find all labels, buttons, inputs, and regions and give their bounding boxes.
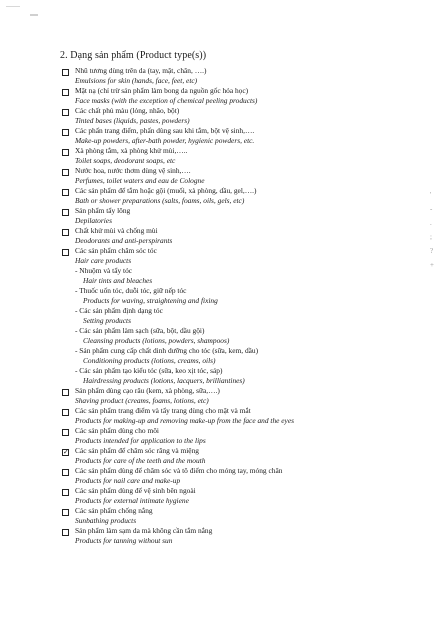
checklist-item xyxy=(62,186,422,206)
checkbox[interactable] xyxy=(62,189,69,196)
checkbox[interactable] xyxy=(62,249,69,256)
checklist-item xyxy=(62,66,422,86)
item-label-en: Sunbathing products xyxy=(75,516,137,525)
sub-item-label-en: Hairdressing products (lotions, lacquers, brilliantines) xyxy=(83,376,245,385)
checklist-item xyxy=(62,206,422,226)
item-label-en: Products for care of the teeth and the mouth xyxy=(75,456,206,465)
checklist-item xyxy=(62,426,422,446)
item-label-vi: Các sản phẩm chăm sóc tóc xyxy=(75,246,157,255)
item-label-en: Products for external intimate hygiene xyxy=(75,496,189,505)
item-label-en: Products for nail care and make-up xyxy=(75,476,181,485)
checklist-item xyxy=(62,166,422,186)
checklist-item xyxy=(62,146,422,166)
sub-item-label-vi: - Các sản phẩm làm sạch (sữa, bột, dầu gội) xyxy=(75,326,205,335)
product-type-list xyxy=(62,66,422,546)
scan-artifact xyxy=(6,6,20,13)
item-label-en: Toilet soaps, deodorant soaps, etc xyxy=(75,156,176,165)
checkbox[interactable] xyxy=(62,409,69,416)
sub-item-label-en: Setting products xyxy=(83,316,131,325)
item-label-en: Products for tanning without sun xyxy=(75,536,173,545)
margin-mark: + xyxy=(430,261,434,269)
checkbox[interactable] xyxy=(62,509,69,516)
item-label-vi: Chất khử mùi và chống mùi xyxy=(75,226,158,235)
margin-mark: . xyxy=(430,219,432,227)
margin-mark: ; xyxy=(430,233,432,241)
checkbox[interactable] xyxy=(62,489,69,496)
item-label-vi: Các sản phẩm chống nắng xyxy=(75,506,153,515)
checkbox[interactable] xyxy=(62,69,69,76)
item-label-vi: Sản phẩm dùng cạo râu (kem, xà phòng, sữa,….) xyxy=(75,386,220,395)
sub-item-label-en: Conditioning products (lotions, creams, oils) xyxy=(83,356,216,365)
checkbox[interactable] xyxy=(62,149,69,156)
checkbox[interactable] xyxy=(62,229,69,236)
checkbox[interactable] xyxy=(62,129,69,136)
checkbox[interactable] xyxy=(62,169,69,176)
checklist-item xyxy=(62,226,422,246)
item-label-en: Deodorants and anti-perspirants xyxy=(75,236,173,245)
sub-item-label-vi: - Các sản phẩm định dạng tóc xyxy=(75,306,163,315)
item-label-en: Perfumes, toilet waters and eau de Cologne xyxy=(75,176,205,185)
item-label-vi: Các sản phẩm trang điểm và tẩy trang dùng cho mặt và mắt xyxy=(75,406,251,415)
item-label-en: Depilatories xyxy=(75,216,112,225)
sub-item-label-vi: - Thuốc uốn tóc, duỗi tóc, giữ nếp tóc xyxy=(75,286,187,295)
item-label-vi: Các phấn trang điểm, phấn dùng sau khi tắm, bột vệ sinh,…. xyxy=(75,126,255,135)
section-title: 2. Dạng sản phẩm (Product type(s)) xyxy=(60,50,207,61)
checklist-item xyxy=(62,526,422,546)
checkbox[interactable] xyxy=(62,529,69,536)
item-label-vi: Các sản phẩm dùng cho môi xyxy=(75,426,159,435)
item-label-en: Tinted bases (liquids, pastes, powders) xyxy=(75,116,190,125)
checkbox[interactable] xyxy=(62,209,69,216)
item-label-vi: Mặt nạ (chỉ trừ sản phẩm làm bong da nguồn gốc hóa học) xyxy=(75,86,249,95)
checked-checkbox[interactable] xyxy=(62,449,69,456)
checklist-item xyxy=(62,126,422,146)
margin-mark: - xyxy=(430,205,433,213)
item-label-vi: Sản phẩm làm sạm da mà không cần tắm nắng xyxy=(75,526,213,535)
checklist-item xyxy=(62,86,422,106)
item-label-vi: Các sản phẩm dùng để chăm sóc và tô điểm cho móng tay, móng chân xyxy=(75,466,283,475)
checkbox[interactable] xyxy=(62,89,69,96)
item-label-vi: Xà phòng tắm, xà phòng khử mùi,….. xyxy=(75,146,188,155)
sub-item-label-vi: - Các sản phẩm tạo kiểu tóc (sữa, keo xịt tóc, sáp) xyxy=(75,366,223,375)
sub-item-label-vi: - Nhuộm và tẩy tóc xyxy=(75,266,133,275)
item-label-vi: Sản phẩm tẩy lông xyxy=(75,206,131,215)
item-label-en: Bath or shower preparations (salts, foams, oils, gels, etc) xyxy=(75,196,245,205)
sub-item-label-vi: - Sản phẩm cung cấp chất dinh dưỡng cho tóc (sữa, kem, dầu) xyxy=(75,346,259,355)
checklist-item xyxy=(62,106,422,126)
item-label-en: Face masks (with the exception of chemical peeling products) xyxy=(75,96,258,105)
item-label-vi: Các sản phẩm để chăm sóc răng và miệng xyxy=(75,446,199,455)
item-label-en: Products for making-up and removing make-up from the face and the eyes xyxy=(75,416,294,425)
item-label-en: Shaving product (creams, foams, lotions, etc) xyxy=(75,396,209,405)
sub-item-label-en: Hair tints and bleaches xyxy=(83,276,153,285)
checklist-item xyxy=(62,486,422,506)
margin-mark: ' xyxy=(430,191,432,199)
sub-item-label-en: Cleansing products (lotions, powders, shampoos) xyxy=(83,336,230,345)
sub-item-label-en: Products for waving, straightening and fixing xyxy=(83,296,218,305)
checklist-item xyxy=(62,246,422,386)
checklist-item xyxy=(62,386,422,406)
item-label-en: Hair care products xyxy=(75,256,132,265)
checkbox[interactable] xyxy=(62,389,69,396)
item-label-vi: Các sản phẩm để tắm hoặc gội (muối, xà phòng, dầu, gel,….) xyxy=(75,186,257,195)
item-label-vi: Nhũ tương dùng trên da (tay, mặt, chân, ….) xyxy=(75,66,207,75)
item-label-en: Emulsions for skin (hands, face, feet, etc) xyxy=(75,76,198,85)
checkbox[interactable] xyxy=(62,429,69,436)
item-label-vi: Các sản phẩm dùng để vệ sinh bên ngoài xyxy=(75,486,196,495)
checklist-item xyxy=(62,466,422,486)
item-label-en: Products intended for application to the lips xyxy=(75,436,206,445)
checkbox[interactable] xyxy=(62,109,69,116)
right-margin-marks xyxy=(430,188,436,272)
checklist-item xyxy=(62,446,422,466)
item-label-vi: Các chất phủ màu (lỏng, nhão, bột) xyxy=(75,106,180,115)
checklist-item xyxy=(62,506,422,526)
item-label-en: Make-up powders, after-bath powder, hygienic powders, etc. xyxy=(75,136,255,145)
checkbox[interactable] xyxy=(62,469,69,476)
margin-mark: ? xyxy=(430,247,434,255)
scan-artifact xyxy=(30,14,38,16)
checklist-item xyxy=(62,406,422,426)
item-label-vi: Nước hoa, nước thơm dùng vệ sinh,…. xyxy=(75,166,191,175)
